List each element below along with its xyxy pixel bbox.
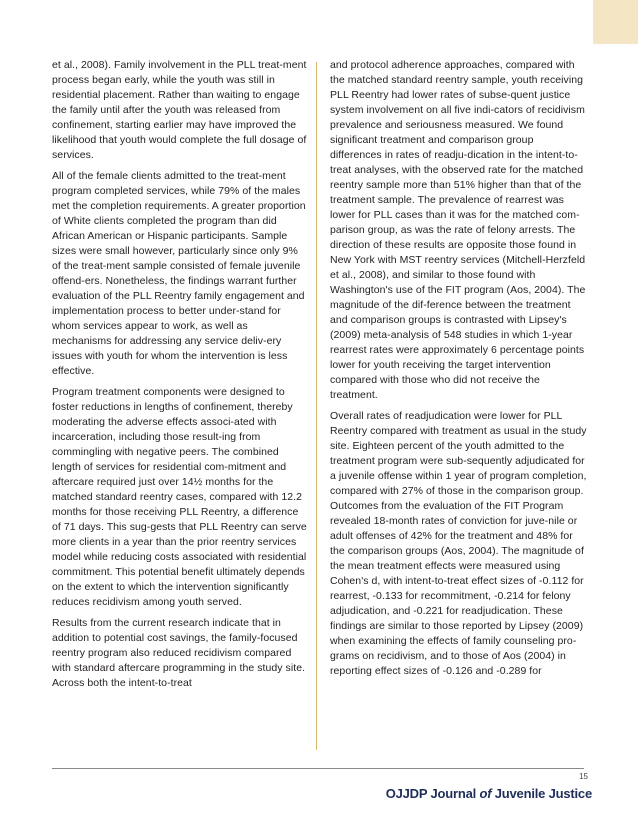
left-column xyxy=(52,58,307,697)
journal-title-of: of xyxy=(479,786,492,801)
left-paragraph-4: Results from the current research indicate that in addition to potential cost savings, the family-focused reentry program also reduced recidivism compared with standard aftercare programming in the study site. Across both the intent-to-treat xyxy=(52,617,306,689)
page-number: 15 xyxy=(579,772,588,781)
journal-title-prefix: OJJDP Journal xyxy=(385,786,480,801)
footer-rule xyxy=(52,768,584,769)
right-paragraph-2: Overall rates of readjudication were lower for PLL Reentry compared with treatment as usual in the study site. Eighteen percent of the youth admitted to the treatment program were sub-sequently adjudicated for a juvenile offense within 1 year of program completion, compared with 27% of those in the comparison group. Outcomes from the evaluation of the FIT Program revealed 18-month rates of conviction for juve-nile or adult offenses of 42% for the treatment and 48% for the comparison groups (Aos, 2004). The magnitude of the mean treatment effects were measured using Cohen's d, with intent-to-treat effect sizes of -0.112 for rearrest, -0.133 for recommitment, -0.214 for felony adjudication, and -0.221 for readjudication. These findings are similar to those reported by Lipsey (2009) when examining the effects of family counseling pro-grams on recidivism, and to those of Aos (2004) in reporting effect sizes of -0.126 and -0.289 for xyxy=(330,410,587,677)
right-paragraph-1: and protocol adherence approaches, compared with the matched standard reentry sample, youth receiving PLL Reentry had lower rates of subse-quent justice system involvement on all five indi-cators of recidivism prevalence and seriousness measured. We found significant treatment and comparison group differences in rates of readju-dication in the intent-to-treat analyses, with the observed rate for the matched reentry sample more than 51% higher than that of the treatment sample. The prevalence of rearrest was lower for PLL cases than it was for the matched com-parison group, as was the rate of felony arrests. The direction of these results are opposite those found in New York with MST reentry services (Mitchell-Herzfeld et al., 2008), and similar to those found with Washington's use of the FIT program (Aos, 2004). The magnitude of the dif-ference between the treatment and comparison groups is contrasted with Lipsey's (2009) meta-analysis of 548 studies in which 1-year rearrest rates were approximately 6 percentage points lower for youth receiving the target intervention compared with those who did not receive the treatment. xyxy=(330,59,586,401)
journal-title xyxy=(386,786,592,801)
column-divider xyxy=(316,62,317,750)
corner-tab xyxy=(593,0,638,44)
journal-title-suffix: Juvenile Justice xyxy=(491,786,592,801)
left-paragraph-1: et al., 2008). Family involvement in the PLL treat-ment process began early, while the youth was still in residential placement. Rather than waiting to engage the family until after the youth was released from confinement, starting earlier may have improved the likelihood that youth would complete the full dosage of services. xyxy=(52,59,307,161)
left-paragraph-3: Program treatment components were designed to foster reductions in lengths of confinement, thereby moderating the adverse effects associ-ated with incarceration, including those result-ing from commingling with negative peers. The combined length of services for residential com-mitment and aftercare required just over 14½ months for the matched standard reentry cases, compared with 12.2 months for those receiving PLL Reentry, a difference of 71 days. This sug-gests that PLL Reentry can serve more clients in a year than the prior reentry services model while reducing costs associated with residential commitment. This potential benefit ultimately depends on the extent to which the intervention significantly reduces recidivism among youth served. xyxy=(52,386,307,608)
left-paragraph-2: All of the female clients admitted to the treat-ment program completed services, while 79% of the males met the completion requirements. A greater proportion of White clients completed the program than did African American or Hispanic participants. Sample sizes were small however, particularly since only 9% of the treat-ment sample consisted of female juvenile offend-ers. Nonetheless, the findings warrant further evaluation of the PLL Reentry family engagement and implementation process to better under-stand for whom services appear to work, as well as mechanisms for addressing any service deliv-ery issues with youth for whom the intervention is less effective. xyxy=(52,170,306,377)
right-column xyxy=(330,58,588,685)
